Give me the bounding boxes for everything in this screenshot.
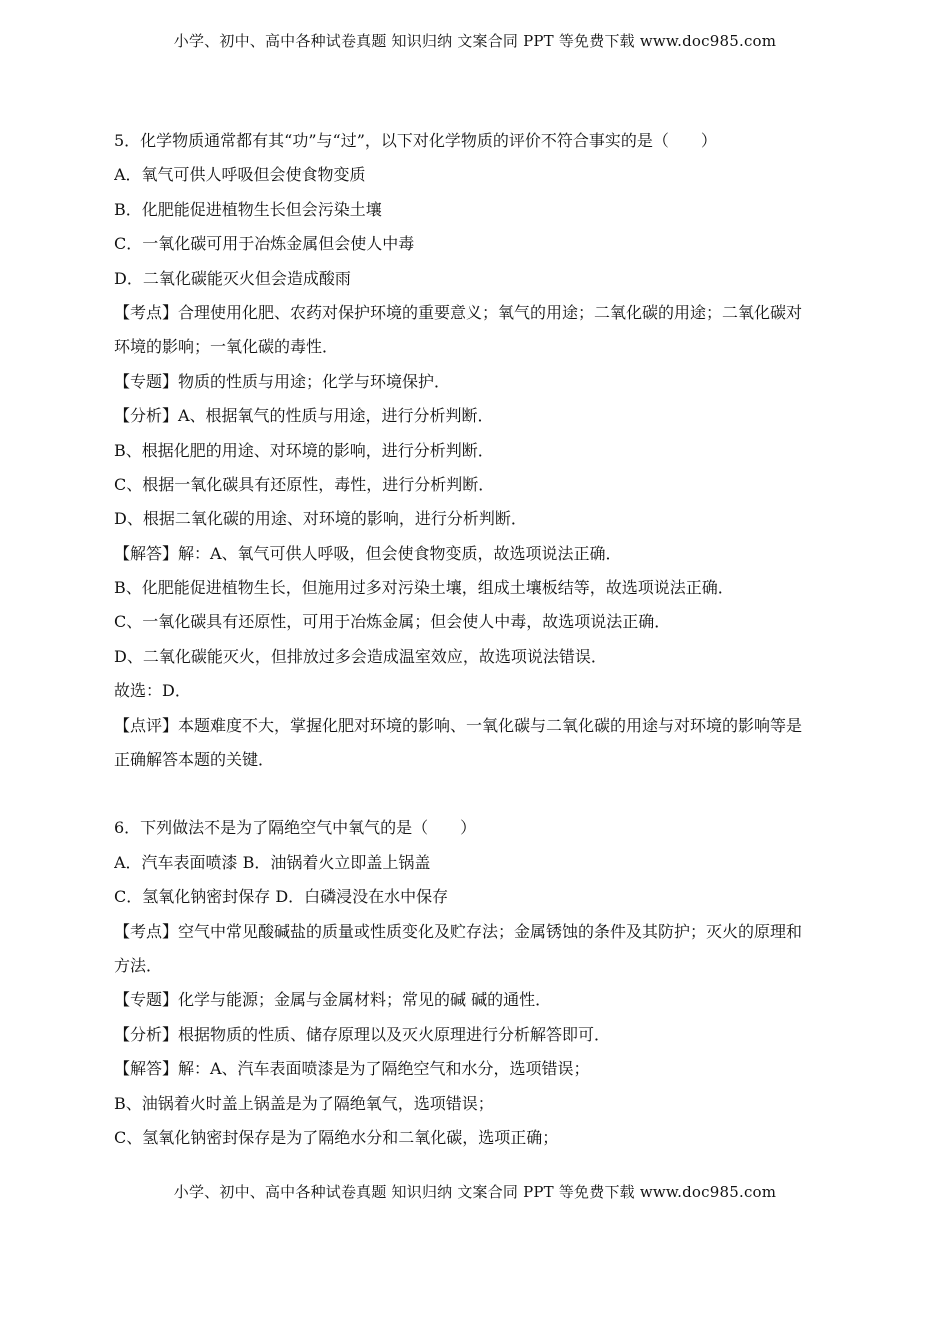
q6-jieda: 【解答】解：A、汽车表面喷漆是为了隔绝空气和水分，选项错误； <box>114 1059 590 1079</box>
q5-option-a: A．氧气可供人呼吸但会使食物变质 <box>114 165 366 185</box>
q5-option-d: D．二氧化碳能灭火但会造成酸雨 <box>114 268 351 288</box>
q6-kaodian: 【考点】空气中常见酸碱盐的质量或性质变化及贮存法；金属锈蚀的条件及其防护；灭火的原理和 <box>114 921 803 941</box>
q5-jieda-b: B、化肥能促进植物生长，但施用过多对污染土壤，组成土壤板结等，故选项说法正确． <box>114 578 734 598</box>
q5-option-c: C．一氧化碳可用于冶炼金属但会使人中毒 <box>114 234 415 254</box>
q6-jieda-b: B、油锅着火时盖上锅盖是为了隔绝氧气，选项错误； <box>114 1093 494 1113</box>
q5-fenxi-b: B、根据化肥的用途、对环境的影响，进行分析判断． <box>114 440 494 460</box>
q5-fenxi: 【分析】A、根据氧气的性质与用途，进行分析判断． <box>114 406 494 426</box>
question-5-stem: 5．化学物质通常都有其“功”与“过”，以下对化学物质的评价不符合事实的是（ ） <box>114 131 717 150</box>
q5-dianping: 【点评】本题难度不大，掌握化肥对环境的影响、一氧化碳与二氧化碳的用途与对环境的影响等是 <box>114 715 803 735</box>
q6-options-cd: C．氢氧化钠密封保存 D．白磷浸没在水中保存 <box>114 887 449 907</box>
q5-option-b: B．化肥能促进植物生长但会污染土壤 <box>114 199 382 219</box>
question-6-stem: 6．下列做法不是为了隔绝空气中氧气的是（ ） <box>114 818 477 838</box>
q5-fenxi-d: D、根据二氧化碳的用途、对环境的影响，进行分析判断． <box>114 509 527 529</box>
question-gap <box>114 777 840 811</box>
q6-zhuanti: 【专题】化学与能源；金属与金属材料；常见的碱 碱的通性． <box>114 990 552 1010</box>
q5-zhuanti: 【专题】物质的性质与用途；化学与环境保护． <box>114 371 451 391</box>
q5-kaodian: 【考点】合理使用化肥、农药对保护环境的重要意义；氧气的用途；二氧化碳的用途；二氧化碳对 <box>114 302 803 322</box>
page-footer: 小学、初中、高中各种试卷真题 知识归纳 文案合同 PPT 等免费下载 www.doc985.com <box>173 1183 777 1201</box>
q6-options-ab: A．汽车表面喷漆 B．油锅着火立即盖上锅盖 <box>114 852 431 872</box>
q5-dianping-cont: 正确解答本题的关键． <box>114 750 275 770</box>
q6-kaodian-cont: 方法． <box>114 955 163 975</box>
q5-answer: 故选：D． <box>114 681 191 701</box>
q5-jieda: 【解答】解：A、氧气可供人呼吸，但会使食物变质，故选项说法正确． <box>114 543 622 563</box>
q6-jieda-c: C、氢氧化钠密封保存是为了隔绝水分和二氧化碳，选项正确； <box>114 1127 559 1147</box>
q6-fenxi: 【分析】根据物质的性质、储存原理以及灭火原理进行分析解答即可． <box>114 1024 611 1044</box>
q5-jieda-d: D、二氧化碳能灭火，但排放过多会造成温室效应，故选项说法错误． <box>114 646 607 666</box>
q5-fenxi-c: C、根据一氧化碳具有还原性，毒性，进行分析判断． <box>114 474 495 494</box>
q5-jieda-c: C、一氧化碳具有还原性，可用于冶炼金属；但会使人中毒，故选项说法正确． <box>114 612 671 632</box>
page-header: 小学、初中、高中各种试卷真题 知识归纳 文案合同 PPT 等免费下载 www.doc985.com <box>173 32 777 50</box>
page-content <box>114 124 840 1155</box>
q5-kaodian-cont: 环境的影响；一氧化碳的毒性． <box>114 337 339 357</box>
